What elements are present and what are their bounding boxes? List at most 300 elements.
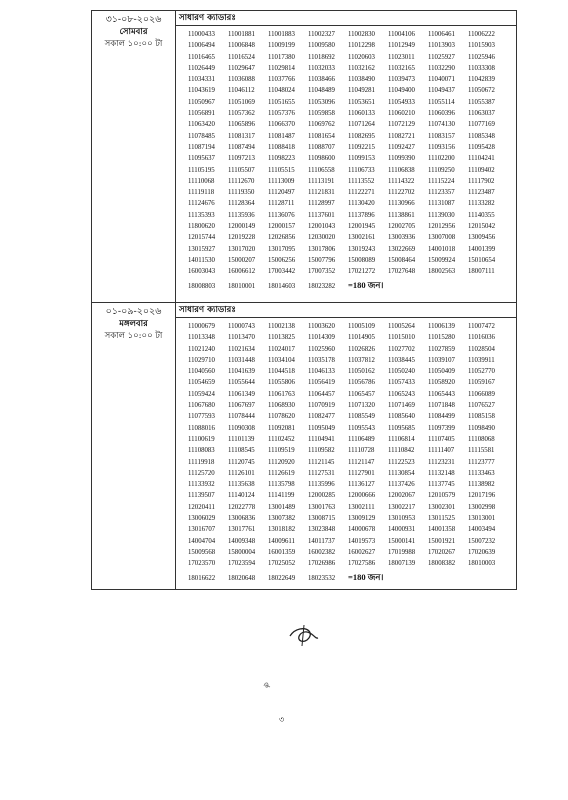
roll-number: 11106814: [388, 435, 415, 443]
roll-number: 11137745: [428, 481, 455, 489]
roll-number: 13017806: [308, 245, 336, 253]
roll-number: 11013903: [428, 42, 455, 50]
roll-number: 11122523: [388, 458, 415, 466]
roll-number: 11071264: [348, 121, 375, 129]
roll-number: 11078485: [188, 132, 215, 140]
roll-number: 11005109: [348, 323, 375, 330]
roll-number: 11124676: [188, 200, 215, 208]
roll-number: 11137601: [308, 211, 335, 219]
roll-number: 11092081: [268, 424, 295, 432]
roll-number: 11056891: [188, 110, 215, 118]
roll-number: 11077593: [188, 413, 215, 421]
roll-number: 17019988: [388, 548, 416, 556]
roll-number: 11077169: [468, 121, 495, 129]
date-cell-1: [92, 11, 176, 303]
roll-number: 11056419: [308, 379, 335, 387]
roll-number: 11139030: [428, 211, 455, 219]
roll-number: 15000207: [228, 256, 256, 264]
roll-number: 11120497: [268, 189, 295, 197]
roll-row: [188, 210, 516, 221]
exam-time: সকাল ১০:০০ টা: [104, 39, 163, 49]
roll-number: 11122702: [388, 189, 415, 197]
roll-number: 15010654: [468, 256, 496, 264]
cadre-category: সাধারণ ক্যাডারঃ: [176, 303, 516, 318]
roll-number: 11095049: [308, 424, 335, 432]
roll-number: 11098490: [468, 424, 495, 432]
roll-number: 11067697: [228, 402, 255, 410]
roll-number: 11031448: [228, 356, 255, 364]
roll-number: 11055114: [428, 98, 455, 106]
roll-row: [188, 221, 516, 232]
roll-number: 13006836: [228, 515, 256, 523]
roll-number: 13002998: [468, 503, 496, 511]
roll-number: 11137896: [348, 211, 375, 219]
exam-date: ০১-০৯-২০২৬: [105, 306, 162, 317]
roll-row: [188, 377, 516, 388]
roll-number: 13007382: [268, 515, 296, 523]
roll-number: 12030020: [308, 234, 336, 242]
roll-number: 11048024: [268, 87, 295, 95]
roll-number: 11026826: [348, 345, 375, 353]
roll-number: 11115581: [468, 447, 495, 455]
roll-number: 11070919: [308, 402, 335, 410]
roll-number: 11065896: [228, 121, 255, 129]
roll-number: 11055644: [228, 379, 255, 387]
roll-number: 14019573: [348, 537, 376, 545]
roll-number: 11136127: [348, 481, 375, 489]
roll-number: 16003043: [188, 268, 216, 276]
roll-number: 11006139: [428, 323, 455, 330]
roll-number: 11060210: [388, 110, 415, 118]
roll-number: 11057376: [268, 110, 295, 118]
roll-number: 12015744: [188, 234, 216, 242]
roll-number: 11085158: [468, 413, 495, 421]
roll-number: 11049281: [348, 87, 375, 95]
roll-number: 11097399: [428, 424, 455, 432]
roll-number: 11003620: [308, 323, 335, 330]
schedule-row-1: [92, 11, 517, 303]
roll-number: 11032290: [428, 64, 455, 72]
roll-number: 17027648: [388, 268, 416, 276]
roll-number: 11027859: [428, 345, 455, 353]
roll-number: 11106489: [348, 435, 375, 443]
roll-number: 15006256: [268, 256, 296, 264]
roll-row-last: [188, 279, 516, 293]
roll-row: [188, 52, 516, 63]
roll-number: 12002067: [388, 492, 416, 500]
roll-number: 18023282: [308, 282, 336, 290]
roll-number: 13002217: [388, 503, 416, 511]
roll-number: 13008715: [308, 515, 336, 523]
roll-number: 11098223: [268, 155, 295, 163]
roll-number: 11135936: [228, 211, 255, 219]
roll-number: 11085640: [388, 413, 415, 421]
roll-row: [188, 479, 516, 490]
candidate-total: =180 জন।: [348, 279, 384, 290]
roll-number: 11083157: [428, 132, 455, 140]
roll-number: 13017761: [228, 526, 256, 534]
roll-number: 16002627: [348, 548, 376, 556]
roll-number: 18010003: [468, 560, 496, 568]
roll-row: [188, 536, 516, 547]
roll-number: 11131087: [428, 200, 455, 208]
roll-row: [188, 490, 516, 501]
roll-number: 11071320: [348, 402, 375, 410]
roll-number: 13022669: [388, 245, 416, 253]
roll-number: 11014309: [308, 334, 335, 342]
roll-number: 11121831: [308, 189, 335, 197]
exam-day: মঙ্গলবার: [119, 319, 148, 329]
roll-number: 11106838: [388, 166, 415, 174]
roll-number: 11038466: [308, 76, 335, 84]
roll-number: 11140355: [468, 211, 495, 219]
roll-number: 17023594: [228, 560, 256, 568]
roll-number: 11042839: [468, 76, 495, 84]
roll-number: 11123231: [428, 458, 455, 466]
roll-number: 14011737: [308, 537, 335, 545]
candidate-total: =180 জন।: [348, 571, 384, 582]
roll-number: 11072129: [388, 121, 415, 129]
roll-number: 11074130: [428, 121, 455, 129]
roll-number: 11001881: [228, 31, 255, 38]
roll-number: 11105507: [228, 166, 255, 174]
roll-number: 14009348: [228, 537, 256, 545]
roll-number: 11066370: [268, 121, 295, 129]
roll-number: 13003936: [388, 234, 416, 242]
roll-number: 11127531: [308, 469, 335, 477]
roll-row: [188, 502, 516, 513]
roll-number: 11060133: [348, 110, 375, 118]
roll-number: 11100619: [188, 435, 215, 443]
roll-row: [188, 389, 516, 400]
roll-number: 11049437: [428, 87, 455, 95]
roll-number: 17025052: [268, 560, 296, 568]
roll-row: [188, 423, 516, 434]
roll-number: 11082695: [348, 132, 375, 140]
roll-number: 11014905: [348, 334, 375, 342]
roll-number: 18007111: [468, 268, 495, 276]
roll-number: 11109402: [468, 166, 495, 174]
roll-number: 12000149: [228, 223, 256, 231]
roll-number: 16002382: [308, 548, 336, 556]
roll-number: 11136076: [268, 211, 295, 219]
roll-number: 11061763: [268, 390, 295, 398]
roll-number: 11078444: [228, 413, 255, 421]
roll-number: 11021240: [188, 345, 215, 353]
roll-number: 11119118: [188, 189, 215, 197]
roll-number: 11027702: [388, 345, 415, 353]
roll-number: 11043619: [188, 87, 215, 95]
roll-number: 13002111: [348, 503, 375, 511]
roll-number: 15009568: [188, 548, 216, 556]
roll-number: 11135638: [228, 481, 255, 489]
roll-number: 13002301: [428, 503, 456, 511]
roll-row: [188, 85, 516, 96]
cadre-category: সাধারণ ক্যাডারঃ: [176, 11, 516, 26]
roll-number: 11109582: [308, 447, 335, 455]
roll-number: 11024017: [268, 345, 295, 353]
roll-number: 17003442: [268, 268, 296, 276]
roll-number: 11068930: [268, 402, 295, 410]
roll-number: 14011530: [188, 256, 215, 264]
roll-cell-1: [176, 11, 517, 303]
date-cell-2: [92, 303, 176, 590]
roll-number: 11032033: [308, 64, 335, 72]
roll-number: 12020411: [188, 503, 215, 511]
roll-number: 11020603: [348, 53, 375, 61]
roll-number: 13017095: [268, 245, 296, 253]
roll-number: 11130854: [388, 469, 415, 477]
roll-number: 11127901: [348, 469, 375, 477]
roll-number: 11111407: [428, 447, 455, 455]
roll-number: 18023532: [308, 574, 336, 582]
roll-number: 11054659: [188, 379, 215, 387]
roll-number: 11053096: [308, 98, 335, 106]
roll-number: 13010953: [388, 515, 416, 523]
roll-number: 17023570: [188, 560, 216, 568]
roll-number-list: [176, 26, 516, 297]
roll-number: 18022649: [268, 574, 296, 582]
roll-number: 11050409: [428, 368, 455, 376]
roll-number: 11071848: [428, 402, 455, 410]
roll-row: [188, 266, 516, 277]
roll-number: 11117902: [468, 177, 495, 185]
roll-number: 11135393: [188, 211, 215, 219]
roll-row: [188, 165, 516, 176]
roll-number: 11065443: [428, 390, 455, 398]
roll-number: 11110842: [388, 447, 415, 455]
roll-number: 11002138: [268, 323, 295, 330]
roll-number: 11092215: [348, 143, 375, 151]
roll-number: 11109250: [428, 166, 455, 174]
roll-number: 11032165: [388, 64, 415, 72]
roll-number: 11013348: [188, 334, 215, 342]
roll-number: 11102200: [428, 155, 455, 163]
roll-number: 11114322: [388, 177, 415, 185]
roll-number: 11130420: [348, 200, 375, 208]
roll-number: 13013001: [468, 515, 496, 523]
roll-number: 11051655: [268, 98, 295, 106]
roll-row: [188, 176, 516, 187]
roll-number: 11135996: [308, 481, 335, 489]
roll-number: 11063037: [468, 110, 495, 118]
roll-number: 11105195: [188, 166, 215, 174]
roll-number: 11081654: [308, 132, 335, 140]
roll-number: 11061349: [228, 390, 255, 398]
roll-number: 11000679: [188, 323, 215, 330]
roll-row: [188, 29, 516, 40]
roll-row: [188, 187, 516, 198]
roll-number: 11102452: [268, 435, 295, 443]
roll-number: 11006848: [228, 42, 255, 50]
roll-number: 11009580: [308, 42, 335, 50]
roll-number: 17007352: [308, 268, 336, 276]
roll-number: 11026449: [188, 64, 215, 72]
roll-number: 11040071: [428, 76, 455, 84]
roll-number: 11005264: [388, 323, 415, 330]
roll-number: 11113552: [348, 177, 375, 185]
roll-number: 18014603: [268, 282, 296, 290]
roll-number: 14001018: [428, 245, 456, 253]
roll-cell-2: [176, 303, 517, 590]
roll-row: [188, 524, 516, 535]
roll-row: [188, 558, 516, 569]
roll-number: 11056786: [348, 379, 375, 387]
roll-number: 11098600: [308, 155, 335, 163]
roll-number: 11139507: [188, 492, 215, 500]
roll-row: [188, 468, 516, 479]
roll-number: 11090308: [228, 424, 255, 432]
roll-number: 11015280: [428, 334, 455, 342]
roll-number: 17021272: [348, 268, 376, 276]
roll-row: [188, 344, 516, 355]
roll-number: 11007472: [468, 323, 495, 330]
roll-number: 11081317: [228, 132, 255, 140]
roll-number: 11046112: [228, 87, 255, 95]
roll-number: 11130966: [388, 200, 415, 208]
roll-number: 11082477: [308, 413, 335, 421]
roll-number: 11041639: [228, 368, 255, 376]
roll-number: 13023848: [308, 526, 336, 534]
roll-number: 11028504: [468, 345, 495, 353]
roll-number: 11095428: [468, 143, 495, 151]
roll-number: 11069762: [308, 121, 335, 129]
roll-number: 17020267: [428, 548, 456, 556]
roll-number: 13006029: [188, 515, 216, 523]
roll-number: 11095543: [348, 424, 375, 432]
roll-number: 11133463: [468, 469, 495, 477]
roll-number: 11037766: [268, 76, 295, 84]
roll-number: 11084499: [428, 413, 455, 421]
roll-number: 11002830: [348, 31, 375, 38]
roll-number: 11078620: [268, 413, 295, 421]
roll-number: 13015927: [188, 245, 216, 253]
roll-number: 11101139: [228, 435, 255, 443]
roll-number: 11025927: [428, 53, 455, 61]
roll-number: 11109519: [268, 447, 295, 455]
roll-number: 11059858: [308, 110, 335, 118]
roll-number: 11088418: [268, 143, 295, 151]
roll-number: 11135798: [268, 481, 295, 489]
roll-number: 11049400: [388, 87, 415, 95]
roll-number: 11034331: [188, 76, 215, 84]
roll-number: 11037812: [348, 356, 375, 364]
roll-row: [188, 457, 516, 468]
roll-number: 13001489: [268, 503, 296, 511]
roll-number: 11119350: [228, 189, 255, 197]
roll-row: [188, 547, 516, 558]
roll-number: 13016707: [188, 526, 216, 534]
roll-number: 11104241: [468, 155, 495, 163]
roll-number: 11018692: [308, 53, 335, 61]
roll-number: 11050967: [188, 98, 215, 106]
roll-number: 11025960: [308, 345, 335, 353]
exam-date: ৩১-০৮-২০২৬: [105, 14, 162, 25]
roll-number: 11132148: [428, 469, 455, 477]
roll-row: [188, 40, 516, 51]
roll-number: 12000666: [348, 492, 376, 500]
roll-number: 11016524: [228, 53, 255, 61]
roll-number: 15009924: [428, 256, 456, 264]
roll-row: [188, 366, 516, 377]
roll-number: 11126619: [268, 469, 295, 477]
roll-row: [188, 244, 516, 255]
roll-row: [188, 131, 516, 142]
roll-number: 11138982: [468, 481, 495, 489]
roll-number: 11029647: [228, 64, 255, 72]
roll-row: [188, 434, 516, 445]
roll-number: 11113191: [308, 177, 335, 185]
roll-number: 11039107: [428, 356, 455, 364]
roll-number: 11104941: [308, 435, 335, 443]
roll-number: 17020639: [468, 548, 496, 556]
roll-number: 11088707: [308, 143, 335, 151]
roll-row: [188, 119, 516, 130]
roll-row: [188, 321, 516, 332]
roll-number: 11033308: [468, 64, 495, 72]
roll-number: 11115224: [428, 177, 455, 185]
roll-number: 11120745: [228, 458, 255, 466]
roll-row-last: [188, 571, 516, 585]
roll-number: 11053651: [348, 98, 375, 106]
roll-row: [188, 63, 516, 74]
roll-number: 11039473: [388, 76, 415, 84]
roll-row: [188, 153, 516, 164]
roll-number: 11035178: [308, 356, 335, 364]
roll-number: 11105515: [268, 166, 295, 174]
roll-number: 11067680: [188, 402, 215, 410]
roll-number: 18016622: [188, 574, 216, 582]
roll-number: 11044518: [268, 368, 295, 376]
roll-number: 11106558: [308, 166, 335, 174]
roll-number: 11029710: [188, 356, 215, 364]
roll-number: 13007008: [428, 234, 456, 242]
roll-number: 11087494: [228, 143, 255, 151]
roll-number: 11039911: [468, 356, 495, 364]
roll-number: 11055806: [268, 379, 295, 387]
roll-number: 11021634: [228, 345, 255, 353]
roll-number: 11015010: [388, 334, 415, 342]
roll-number: 11108068: [468, 435, 495, 443]
roll-number: 11040560: [188, 368, 215, 376]
roll-number: 11057362: [228, 110, 255, 118]
page-number: ৩: [279, 715, 285, 724]
roll-number: 13011525: [428, 515, 455, 523]
roll-number: 11099153: [348, 155, 375, 163]
roll-number: 11050240: [388, 368, 415, 376]
roll-number: 11013470: [228, 334, 255, 342]
roll-number: 11095685: [388, 424, 415, 432]
roll-number: 11032162: [348, 64, 375, 72]
roll-number: 11085549: [348, 413, 375, 421]
roll-row: [188, 232, 516, 243]
roll-number: 17026986: [308, 560, 336, 568]
roll-number: 11013825: [268, 334, 295, 342]
roll-number: 11133282: [468, 200, 495, 208]
roll-number: 11123357: [428, 189, 455, 197]
roll-number: 11140124: [228, 492, 255, 500]
roll-number: 11016465: [188, 53, 215, 61]
roll-number: 11085348: [468, 132, 495, 140]
roll-number: 18008803: [188, 282, 216, 290]
roll-number: 18008382: [428, 560, 456, 568]
schedule-row-2: [92, 303, 517, 590]
roll-number: 11050162: [348, 368, 375, 376]
roll-number: 11012949: [388, 42, 415, 50]
roll-number: 11107405: [428, 435, 455, 443]
roll-number: 13009456: [468, 234, 496, 242]
roll-number: 11059424: [188, 390, 215, 398]
